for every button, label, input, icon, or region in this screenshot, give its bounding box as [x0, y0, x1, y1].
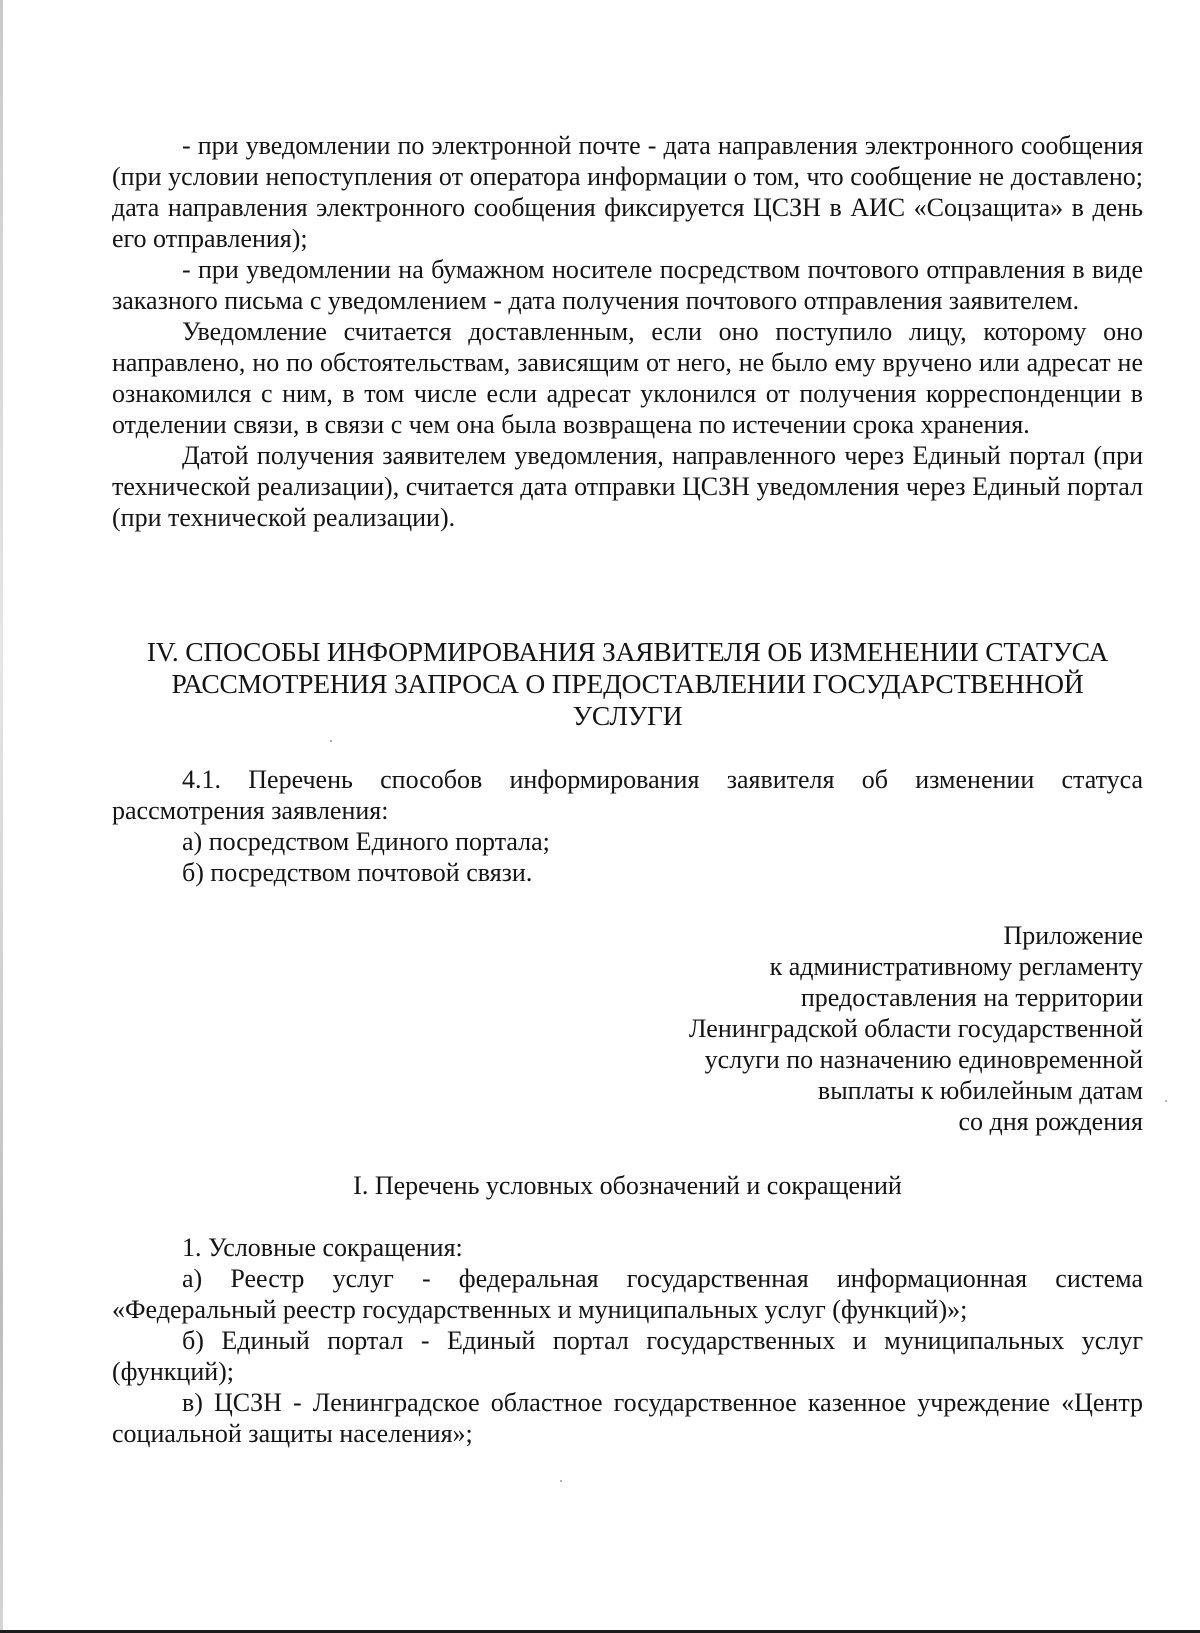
list-item: в) ЦСЗН - Ленинградское областное государственное казенное учреждение «Центр социальной защиты населения»; — [112, 1388, 1143, 1448]
abbreviations-intro: 1. Условные сокращения: — [182, 1233, 463, 1262]
section-4-heading — [112, 636, 1143, 732]
postal-notification-paragraph: - при уведомлении на бумажном носителе посредством почтового отправления в виде заказного письма с уведомлением - дата получения почтового отправления заявителем. — [112, 255, 1143, 315]
portal-notification-paragraph: Датой получения заявителем уведомления, направленного через Единый портал (при технической реализации), считается дата отправки ЦСЗН уведомления через Единый портал (при технической реализации). — [112, 441, 1143, 532]
email-notification-paragraph: - при уведомлении по электронной почте - дата направления электронного сообщения (при условии непоступления от оператора информации о том, что сообщение не доставлено; дата направления электронного сообщения фиксируется ЦСЗН в АИС «Соцзащита» в день его отправления); — [112, 131, 1143, 253]
list-item: б) Единый портал - Единый портал государственных и муниципальных услуг (функций); — [112, 1326, 1143, 1386]
scan-speck — [330, 740, 332, 742]
scan-left-edge — [0, 0, 3, 1633]
appendix-line: предоставления на территории — [800, 983, 1143, 1012]
appendix-line: к административному регламенту — [769, 952, 1143, 981]
list-item: б) посредством почтовой связи. — [182, 858, 533, 887]
list-item: а) Реестр услуг - федеральная государственная информационная система «Федеральный реестр государственных и муниципальных услуг (функций)»; — [112, 1264, 1143, 1324]
appendix-line: выплаты к юбилейным датам — [817, 1076, 1143, 1105]
list-item: а) посредством Единого портала; — [182, 827, 550, 856]
scan-speck — [560, 1480, 562, 1482]
informing-methods-paragraph: 4.1. Перечень способов информирования заявителя об изменении статуса рассмотрения заявления: — [112, 765, 1143, 825]
section-4-heading-line: РАССМОТРЕНИЯ ЗАПРОСА О ПРЕДОСТАВЛЕНИИ ГОСУДАРСТВЕННОЙ — [171, 668, 1084, 699]
section-4-heading-line: УСЛУГИ — [572, 700, 683, 731]
section-4-body — [112, 764, 1143, 888]
abbreviations-heading: I. Перечень условных обозначений и сокращений — [353, 1171, 902, 1200]
appendix-line: Приложение — [1003, 921, 1143, 950]
notification-dates-section — [112, 130, 1143, 533]
abbreviations-body — [112, 1232, 1143, 1449]
appendix-line: услуги по назначению единовременной — [704, 1045, 1143, 1074]
appendix-line: со дня рождения — [958, 1107, 1143, 1136]
delivery-deemed-paragraph: Уведомление считается доставленным, если оно поступило лицу, которому оно направлено, но по обстоятельствам, зависящим от него, не было ему вручено или адресат не ознакомился с ним, в том числе если адресат уклонился от получения корреспонденции в отделении связи, в связи с чем она была возвращена по истечении срока хранения. — [112, 317, 1143, 439]
scan-speck — [1165, 1100, 1167, 1102]
appendix-header — [623, 920, 1143, 1137]
section-4-heading-line: IV. СПОСОБЫ ИНФОРМИРОВАНИЯ ЗАЯВИТЕЛЯ ОБ ИЗМЕНЕНИИ СТАТУСА — [146, 636, 1109, 667]
appendix-line: Ленинградской области государственной — [688, 1014, 1143, 1043]
